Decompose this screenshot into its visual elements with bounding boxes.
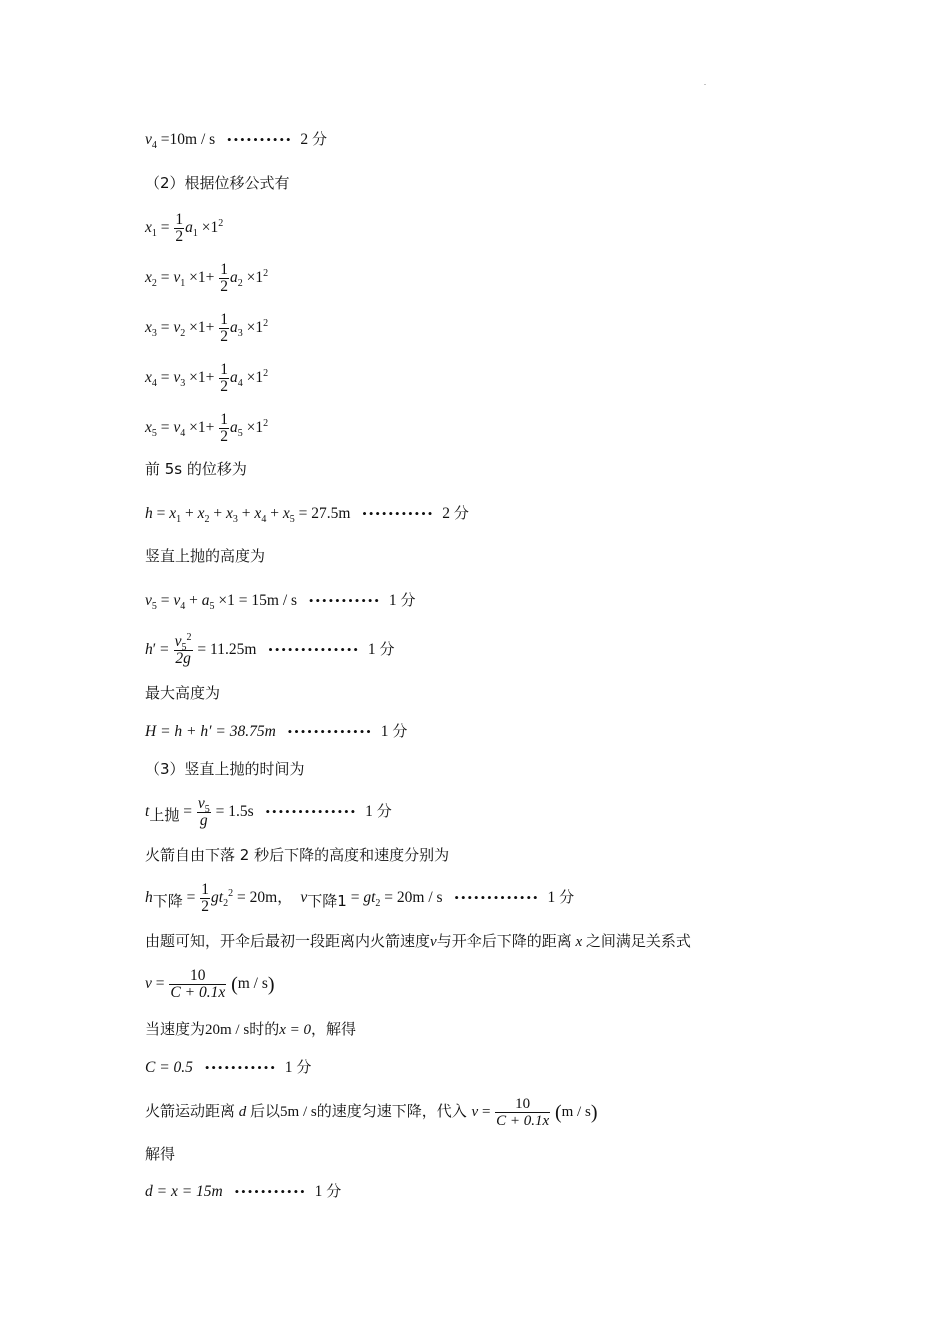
- eq-d: d = x = 15m ••••••••••• 1 分: [145, 1182, 342, 1200]
- eq-x3: $x_3 = v_2 \times 1+$ $\frac{1}{2}$ $a_3 \times 1^2$: [145, 311, 269, 345]
- max-height-label: 最大高度为: [145, 684, 221, 702]
- eq-x4: $x_4 = v_3 \times 1+$ $\frac{1}{2}$ $a_4 \times 1^2$: [145, 361, 269, 395]
- distance-label: 火箭运动距离 d 后以5m / s的速度匀速下降，代入 v = $\frac{10}{C + 0.1x}$ (m / s): [145, 1096, 598, 1129]
- eq-C: C = 0.5 ••••••••••• 1 分: [145, 1058, 312, 1076]
- eq-v-formula: v = $\frac{10}{C + 0.1x}$ (m / s): [145, 967, 275, 1001]
- displacement-label: 前 5s 的位移为: [145, 460, 247, 478]
- eq-h-sum: $h = x_1 + x_2 + x_3 + x_4 + x_5 = 27.5m$ ••••••••••• 2 分: [145, 504, 469, 525]
- eq-v4: $v_4 =10m / s$ •••••••••• 2 分: [145, 130, 328, 151]
- eq-x2: $x_2 = v_1 \times 1+$ $\frac{1}{2}$ $a_2 \times 1^2$: [145, 261, 269, 295]
- eq-t-up: $t_{上抛}$ = $\frac{v_5}{g}$ = 1.5s •••••••••••••• 1 分: [145, 795, 392, 829]
- free-fall-label: 火箭自由下落 2 秒后下降的高度和速度分别为: [145, 846, 450, 864]
- eq-h-fall: $h_{下降}$ = $\frac{1}{2}$ $gt_2^2 = 20m$， $v_{下降1} = gt_2 = 20m / s$ ••••••••••••• 1 分: [145, 881, 575, 915]
- corner-mark: .: [704, 78, 706, 87]
- relation-label: 由题可知，开伞后最初一段距离内火箭速度v与开伞后下降的距离 x 之间满足关系式: [145, 932, 691, 950]
- solve-label: 解得: [145, 1145, 176, 1163]
- speed-condition-label: 当速度为20m / s时的x = 0，解得: [145, 1020, 357, 1038]
- eq-H: H = h + h′ = 38.75m ••••••••••••• 1 分: [145, 722, 408, 740]
- part3-header: （3）竖直上抛的时间为: [145, 760, 305, 778]
- vertical-throw-label: 竖直上抛的高度为: [145, 547, 266, 565]
- part2-header: （2）根据位移公式有: [145, 174, 290, 192]
- eq-v5: $v_5 = v_4 + a_5 \times 1 = 15m / s$ ••••••••••• 1 分: [145, 591, 416, 612]
- eq-x1: $x_1$ = $\frac{1}{2}$ $a_1 \times 1^2$: [145, 211, 224, 245]
- eq-x5: $x_5 = v_4 \times 1+$ $\frac{1}{2}$ $a_5 \times 1^2$: [145, 411, 269, 445]
- eq-h-prime: h′ = $\frac{v_5^2}{2g}$ = 11.25m •••••••••••••• 1 分: [145, 632, 395, 667]
